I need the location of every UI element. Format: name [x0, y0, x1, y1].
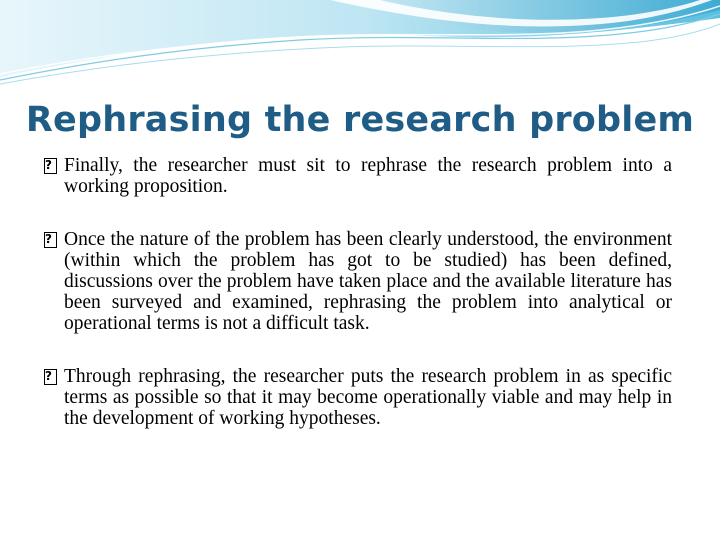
bullet-text: Finally, the researcher must sit to rephrase the research problem into a working proposition. [64, 155, 672, 197]
bullet-text: Through rephrasing, the researcher puts the research problem in as specific terms as possible so that it may become operationally viable and may help in the development of working hypotheses. [64, 366, 672, 429]
decorative-wave-banner [0, 0, 720, 90]
bullet-list [44, 155, 672, 429]
missing-glyph-bullet-icon: ? [44, 232, 57, 248]
missing-glyph-bullet-icon: ? [44, 158, 57, 174]
bullet-text: Once the nature of the problem has been clearly understood, the environment (within which the problem has got to be studied) has been defined, discussions over the problem have taken place and the available literature has been surveyed and examined, rephrasing the problem into analytical or operational terms is not a difficult task. [64, 229, 672, 334]
bullet-item [44, 366, 672, 429]
bullet-item [44, 229, 672, 334]
missing-glyph-bullet-icon: ? [44, 369, 57, 385]
slide-title: Rephrasing the research problem [25, 100, 695, 140]
bullet-item [44, 155, 672, 197]
